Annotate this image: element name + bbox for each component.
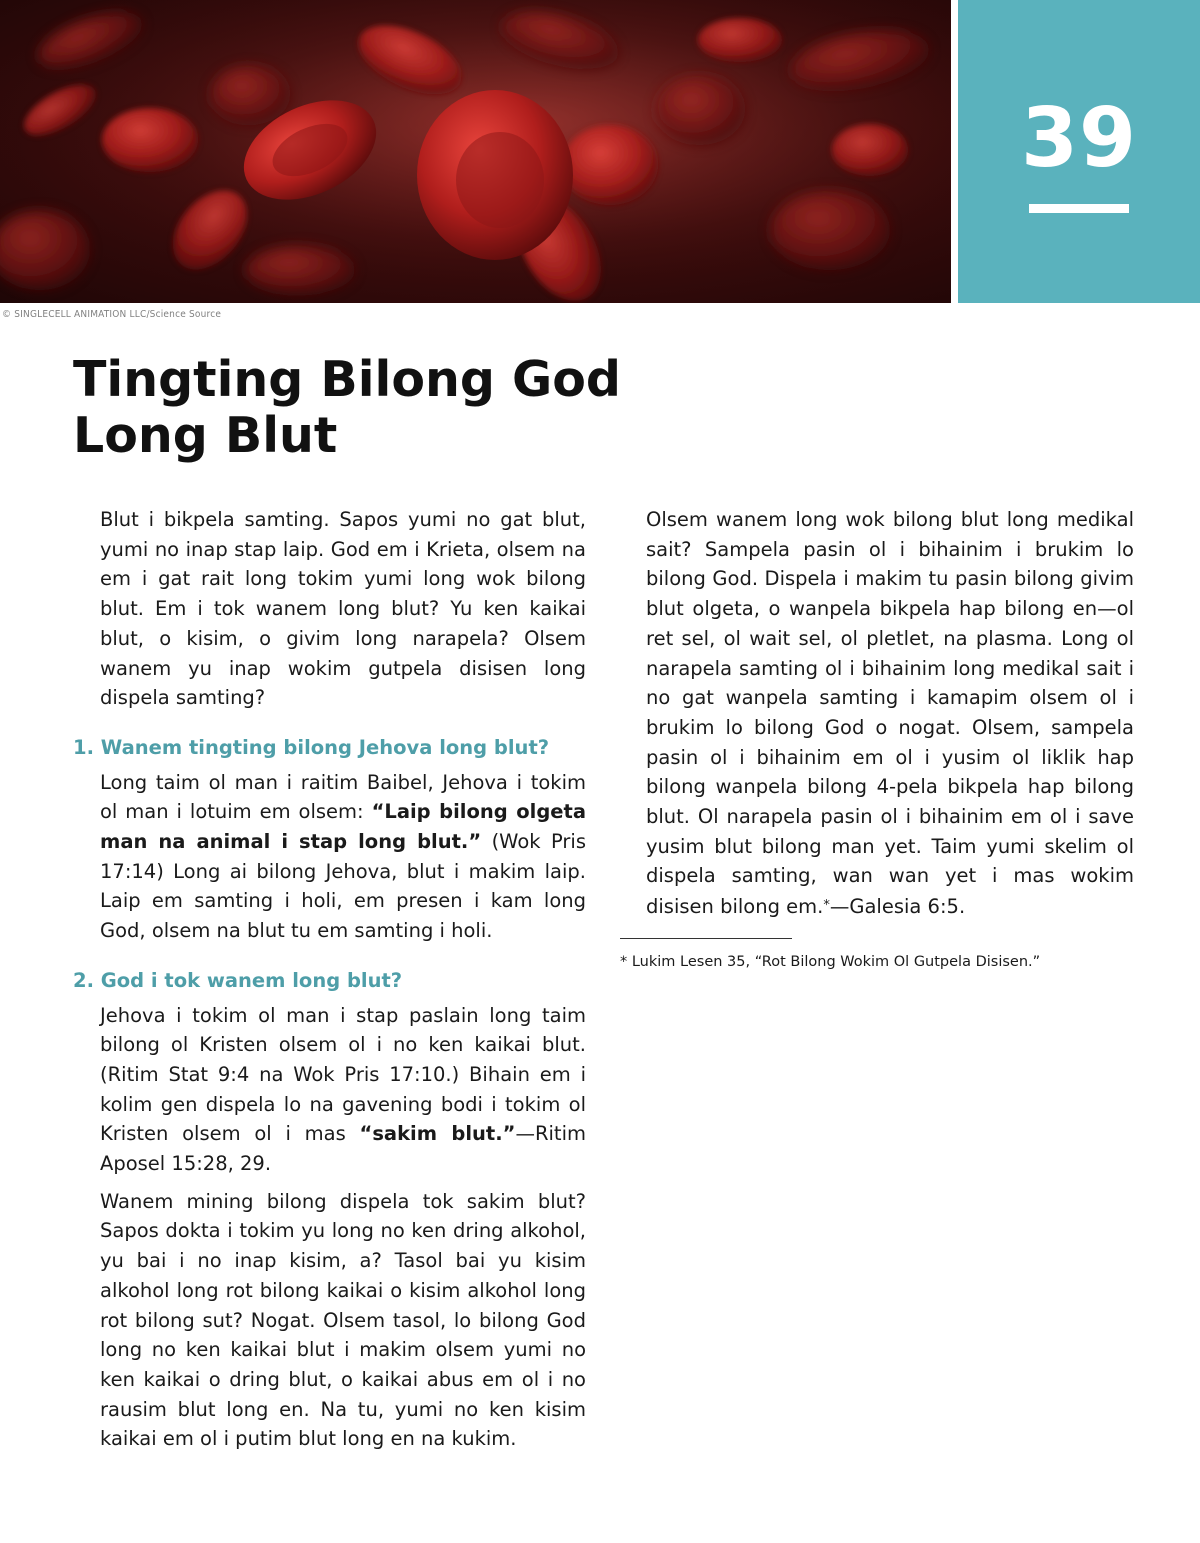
question-2-paragraph-3: [646, 505, 1134, 922]
title-line-1: Tingting Bilong God: [73, 351, 621, 408]
photo-credit: © SINGLECELL ANIMATION LLC/Science Source: [2, 309, 222, 320]
footnote-divider: [620, 938, 792, 939]
q2-p3-text: Olsem wanem long wok bilong blut long medikal sait? Sampela pasin ol i bihainim i brukim lo bilong God. Dispela i makim tu pasin bilong givim blut olgeta, o wanpela bikpela hap bilong en—ol ret sel, ol wait sel, ol pletlet, na plasma. Long ol narapela samting ol i bihainim long medikal sait i no gat wanpela samting i kamapim olsem ol i brukim lo bilong God o nogat. Olsem, sampela pasin ol i bihainim em ol i yusim ol liklik hap bilong wanpela bilong 4-pela bikpela hap bilong blut. Ol narapela pasin ol i bihainim em ol i save yusim blut bilong man yet. Taim yumi skelim ol dispela samting, wan wan yet i mas wokim disisen bilong em.: [646, 508, 1134, 919]
page-title: [73, 352, 773, 464]
lesson-number-underline: [1029, 204, 1129, 213]
footnote: * Lukim Lesen 35, “Rot Bilong Wokim Ol Gutpela Disisen.”: [620, 953, 1041, 970]
lesson-number-box: [958, 0, 1200, 303]
blood-cells-illustration: [0, 0, 951, 303]
q2-quote-bold: “sakim blut.”: [359, 1122, 516, 1146]
question-1-paragraph: [100, 768, 586, 946]
q1-text-b: (Wok Pris 17:14) Long ai bilong Jehova, blut i makim laip. Laip em samting i holi, em presen i kam long God, olsem na blut tu em samting i holi.: [100, 830, 586, 943]
q1-text-a: Long taim ol man i raitim Baibel, Jehova i tokim ol man i lotuim em olsem:: [100, 770, 586, 824]
q2-text-b: —Ritim Aposel 15:28, 29.: [100, 1122, 586, 1176]
title-line-2: Long Blut: [73, 407, 338, 464]
footnote-marker[interactable]: *: [823, 898, 830, 914]
right-column: [620, 505, 1134, 979]
question-2-heading: 2. God i tok wanem long blut?: [73, 968, 403, 992]
q1-quote-bold: “Laip bilong olgeta man na animal i stap long blut.”: [100, 800, 586, 854]
hero-photo: [0, 0, 951, 303]
q2-p3-citation: —Galesia 6:5.: [829, 895, 966, 919]
left-column: [73, 505, 586, 1462]
q2-text-a: Jehova i tokim ol man i stap paslain long taim bilong ol Kristen olsem ol i no ken kaikai blut. (Ritim Stat 9:4 na Wok Pris 17:10.) Bihain em i kolim gen dispela lo na gavening bodi i tokim ol Kristen olsem ol i mas: [100, 1003, 586, 1146]
intro-paragraph: Blut i bikpela samting. Sapos yumi no gat blut, yumi no inap stap laip. God em i Krieta, olsem na em i gat rait long tokim yumi long wok bilong blut. Em i tok wanem long blut? Yu ken kaikai blut, o kisim, o givim long narapela? Olsem wanem yu inap wokim gutpela disisen long dispela samting?: [100, 508, 586, 710]
question-1-heading: 1. Wanem tingting bilong Jehova long blut?: [73, 735, 550, 759]
question-2-paragraph-2: Wanem mining bilong dispela tok sakim blut? Sapos dokta i tokim yu long no ken dring alkohol, yu bai i no inap kisim, a? Tasol bai yu kisim alkohol long rot bilong kaikai o kisim alkohol long rot bilong sut? Nogat. Olsem tasol, lo bilong God long no ken kaikai blut i makim olsem yumi no ken kaikai o dring blut, o kaikai abus em ol i no rausim blut long en. Na tu, yumi no ken kisim kaikai em ol i putim blut long en na kukim.: [100, 1189, 586, 1451]
lesson-number: 39: [1020, 91, 1138, 186]
question-2-paragraph-1: [100, 1001, 586, 1179]
